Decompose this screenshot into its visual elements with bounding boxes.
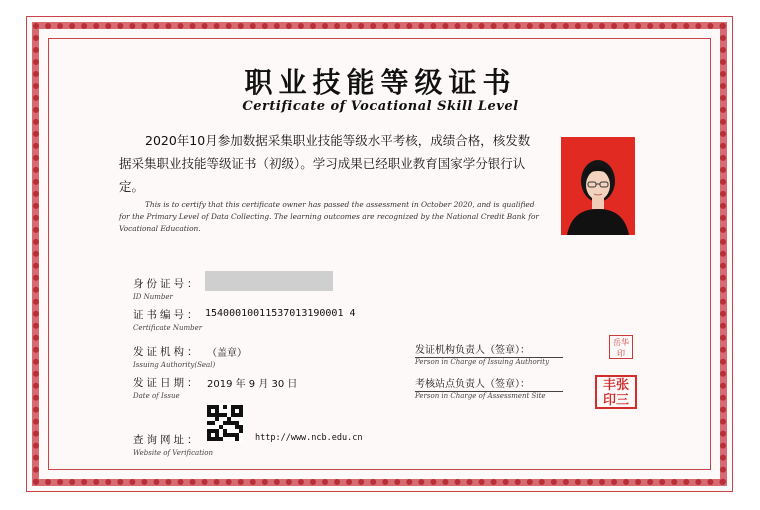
small-red-seal: 岳华印 xyxy=(609,335,633,359)
holder-photo xyxy=(561,137,635,235)
assessment-site-head-label: 考核站点负责人（签章）： xyxy=(415,379,530,390)
id-number-label: 身份证号： xyxy=(133,278,201,290)
id-number-redacted xyxy=(205,271,333,291)
verification-website-label: 查询网址： xyxy=(133,434,201,446)
verification-website-label-en: Website of Verification xyxy=(133,449,213,457)
certificate xyxy=(26,16,733,492)
issue-date-label-en: Date of Issue xyxy=(133,392,180,400)
issuing-authority-label: 发证机构： xyxy=(133,346,201,358)
title-chinese: 职业技能等级证书 xyxy=(244,66,517,99)
portrait-icon xyxy=(561,137,635,235)
assessment-site-head-label-en: Person in Charge of Assessment Site xyxy=(415,392,546,400)
large-red-seal: 丰张印三 xyxy=(595,375,637,409)
certificate-number-value: 15400010011537013190001 4 xyxy=(205,308,356,319)
issue-date-value: 2019 年 9 月 30 日 xyxy=(207,379,298,390)
issuing-authority-seal-note: （盖章） xyxy=(207,348,247,359)
issue-date-label: 发证日期： xyxy=(133,377,201,389)
certificate-number-label-en: Certificate Number xyxy=(133,324,203,332)
issuing-authority-head-label-en: Person in Charge of Issuing Authority xyxy=(415,358,550,366)
certification-text-chinese: 2020年10月参加数据采集职业技能等级水平考核，成绩合格，核发数据采集职业技能等级证书（初级）。学习成果已经职业教育国家学分银行认定。 xyxy=(119,133,531,194)
issuing-authority-head-label: 发证机构负责人（签章）： xyxy=(415,345,530,356)
title-english: Certificate of Vocational Skill Level xyxy=(242,99,519,114)
certification-text-english: This is to certify that this certificate owner has passed the assessment in October 2020, and is qualified for the Primary Level of Data Collecting. The learning outcomes are recognized by the National Credit Bank for Vocational Education. xyxy=(119,200,539,233)
qr-code-icon xyxy=(207,405,243,441)
id-number-label-en: ID Number xyxy=(133,293,173,301)
verification-website-link[interactable]: http://www.ncb.edu.cn xyxy=(255,433,363,443)
certificate-number-label: 证书编号： xyxy=(133,309,201,321)
issuing-authority-label-en: Issuing Authority(Seal) xyxy=(133,361,216,369)
